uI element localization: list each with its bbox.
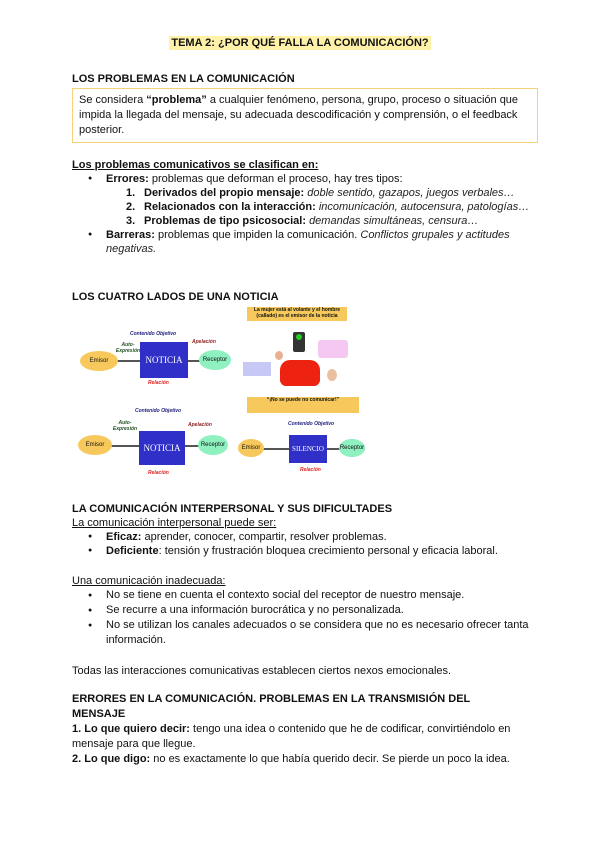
speech-bubble-icon — [243, 362, 271, 376]
receptor-node: Receptor — [339, 439, 365, 457]
emisor-node: Emisor — [238, 439, 264, 457]
emisor-node: Emisor — [80, 351, 118, 371]
classification-heading: Los problemas comunicativos se clasifican en: — [72, 159, 319, 171]
label-auto: Auto-Expresión — [115, 342, 141, 354]
note-box-1: La mujer está al volante y el hombre (callado) es el emisor de la noticia — [247, 307, 347, 321]
section-heading-interpersonal: LA COMUNICACIÓN INTERPERSONAL Y SUS DIFICULTADES — [72, 503, 393, 515]
section-heading-problems: LOS PROBLEMAS EN LA COMUNICACIÓN — [72, 73, 295, 85]
car-image — [280, 360, 320, 386]
label-contenido: Contenido Objetivo — [288, 421, 335, 427]
label-auto: Auto-Expresión — [112, 420, 138, 432]
section-heading-errors: ERRORES EN LA COMUNICACIÓN. PROBLEMAS EN LA TRANSMISIÓN DEL MENSAJE — [72, 693, 471, 720]
inadequate-subheading: Una comunicación inadecuada: — [72, 575, 226, 587]
receptor-node: Receptor — [198, 435, 228, 455]
list-item: ● No se tiene en cuenta el contexto social del receptor de nuestro mensaje. — [72, 588, 542, 603]
woman-face-icon — [327, 369, 337, 381]
man-face-icon — [275, 351, 283, 360]
list-item-deficiente: ● Deficiente: tensión y frustración bloquea crecimiento personal y eficacia laboral. — [72, 544, 542, 558]
errors-section — [72, 692, 522, 767]
section-heading-four-sides: LOS CUATRO LADOS DE UNA NOTICIA — [72, 291, 279, 303]
list-item-type-1: 1. Derivados del propio mensaje: doble sentido, gazapos, juegos verbales… — [126, 187, 515, 199]
list-item-barreras: ● Barreras: problemas que impiden la comunicación. Conflictos grupales y actitudes negativas. — [72, 228, 542, 256]
note-box-2: “¡No se puede no comunicar!” — [247, 397, 359, 413]
label-apelacion: Apelación — [188, 422, 212, 428]
traffic-light-icon — [293, 332, 305, 352]
label-relacion: Relación — [148, 470, 169, 476]
emisor-node: Emisor — [78, 435, 112, 455]
label-relacion: Relación — [300, 467, 321, 473]
error-item-2: 2. Lo que digo: no es exactamente lo que había querido decir. Se pierde un poco la idea. — [72, 753, 510, 765]
list-item: ● Se recurre a una información burocrática y no personalizada. — [72, 603, 542, 618]
label-apelacion: Apelación — [192, 339, 216, 345]
closing-paragraph: Todas las interacciones comunicativas establecen ciertos nexos emocionales. — [72, 665, 452, 677]
interpersonal-section — [72, 502, 542, 678]
silencio-node: SILENCIO — [289, 435, 327, 463]
document-title: TEMA 2: ¿POR QUÉ FALLA LA COMUNICACIÓN? — [171, 37, 429, 49]
label-contenido: Contenido Objetivo — [130, 331, 177, 337]
noticia-node: NOTICIA — [139, 431, 185, 465]
list-item-eficaz: ● Eficaz: aprender, conocer, compartir, resolver problemas. — [72, 530, 542, 544]
receptor-node: Receptor — [199, 350, 231, 370]
list-item-type-2: 2. Relacionados con la interacción: incomunicación, autocensura, patologías… — [126, 201, 530, 213]
speech-bubble-icon — [318, 340, 348, 358]
noticia-node: NOTICIA — [140, 342, 188, 378]
error-item-1: 1. Lo que quiero decir: tengo una idea o contenido que he de codificar, convirtiéndolo en mensaje para que llegue. — [72, 723, 511, 750]
list-item-type-3: 3. Problemas de tipo psicosocial: demandas simultáneas, censura… — [126, 215, 479, 227]
list-item: ● No se utilizan los canales adecuados o se considera que no es necesario ofrecer tanta información. — [72, 618, 542, 648]
definition-box: Se considera “problema” a cualquier fenómeno, persona, grupo, proceso o situación que impida la llegada del mensaje, su adecuada descodificación y comprensión, o el feedback posterior. — [72, 88, 538, 143]
list-item-errores: ● Errores: problemas que deforman el proceso, hay tres tipos: — [72, 172, 542, 186]
label-contenido: Contenido Objetivo — [135, 408, 182, 414]
interpersonal-subheading: La comunicación interpersonal puede ser: — [72, 517, 277, 529]
label-relacion: Relación — [148, 380, 169, 386]
